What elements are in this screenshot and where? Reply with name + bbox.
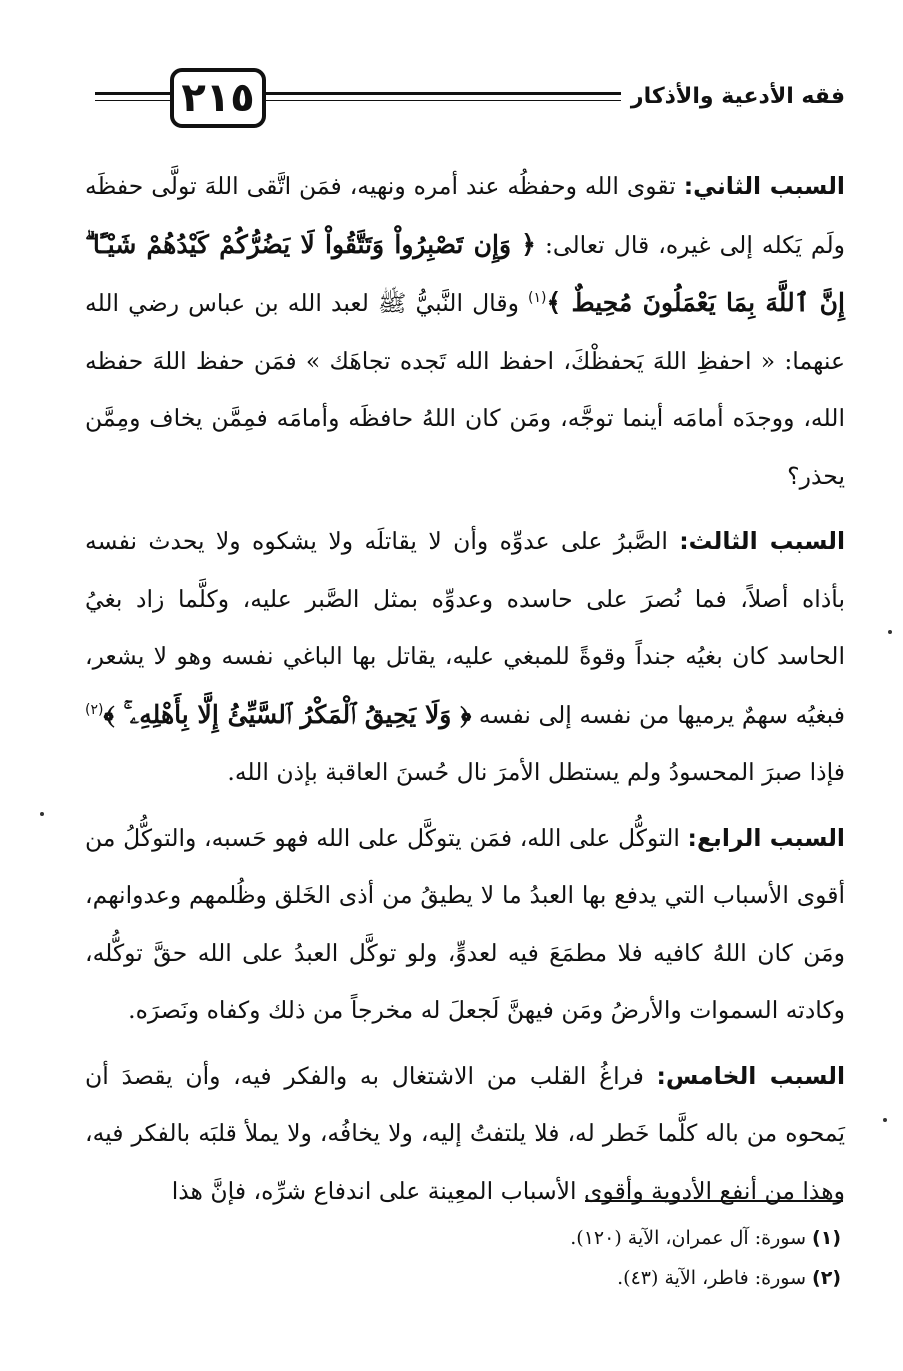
page-header — [95, 68, 845, 138]
paragraph-second-cause — [85, 158, 845, 505]
scan-speck — [888, 630, 892, 634]
footnote-item — [241, 1258, 841, 1298]
scan-speck — [883, 1118, 887, 1122]
quran-verse: ﴿ وَلَا يَحِيقُ ٱلْمَكْرُ ٱلسَّيِّئُ إِلَّا بِأَهْلِهِۦ ۚ ﴾ — [103, 699, 472, 729]
footnote-number: (١) — [812, 1227, 841, 1249]
footnote-item — [241, 1218, 841, 1258]
paragraph-lead: السبب الثاني: — [683, 172, 845, 200]
running-title: فقه الأدعية والأذكار — [621, 84, 845, 109]
page-number: ٢١٥ — [181, 75, 255, 121]
paragraph-fourth-cause — [85, 810, 845, 1040]
page-number-box — [170, 68, 266, 128]
quran-verse: ﴿ وَإِن تَصْبِرُواْ وَتَتَّقُواْ لَا يَضُرُّكُمْ كَيْدُهُمْ شَيْـًٔا ۗ إِنَّ ٱللَّهَ بِمَا يَعْمَلُونَ مُحِيطٌ ﴾ — [85, 229, 845, 317]
paragraph-text: الصَّبرُ على عدوِّه وأن لا يقاتلَه ولا يشكوه ولا يحدث نفسه بأذاه أصلاً، فما نُصرَ على حاسده وعدوِّه بمثل الصَّبر عليه، وكلَّما زاد بغيُ الحاسد كان بغيُه جنداً وقوةً للمبغي عليه، يقاتل بها الباغي نفسه وهو لا يشعر، فبغيُه سهمٌ يرميها من نفسه إلى نفسه — [85, 527, 845, 729]
paragraph-text: التوكُّل على الله، فمَن يتوكَّل على الله فهو حَسبه، والتوكُّلُ من أقوى الأسباب التي يدفع بها العبدُ ما لا يطيقُ من أذى الخَلق وظُلمهم وعدوانهم، ومَن كان اللهُ كافيه فلا مطمَعَ فيه لعدوٍّ، ولو توكَّل العبدُ على الله حقَّ توكُّله، وكادته السموات والأرضُ ومَن فيهنَّ لَجعلَ له مخرجاً من ذلك وكفاه ونَصرَه. — [85, 823, 845, 1024]
header-rule-left-top — [95, 92, 170, 95]
main-text — [85, 158, 845, 1220]
header-rule-left-bottom — [95, 100, 170, 101]
paragraph-lead: السبب الخامس: — [656, 1061, 845, 1090]
paragraph-text: فراغُ القلب من الاشتغال به والفكر فيه، وأن يقصدَ أن يَمحوه من باله كلَّما خَطر له، فلا يلتفتُ إليه، ولا يخافُه، ولا يملأ قلبَه بالفكر فيه، وهذا من أنفع الأدوية وأقوى الأسباب المعِينة على اندفاع شرِّه، فإنَّ هذا — [85, 1061, 845, 1205]
paragraph-text: تقوى الله وحفظُه عند أمره ونهيه، فمَن اتَّقى اللهَ تولَّى حفظَه ولَم يَكله إلى غيره، قال تعالى: — [85, 172, 845, 259]
footnote-number: (٢) — [812, 1267, 841, 1289]
scan-speck — [40, 812, 44, 816]
footnotes — [241, 1218, 841, 1298]
footnote-separator — [585, 1200, 843, 1202]
paragraph-text: فإذا صبرَ المحسودُ ولم يستطل الأمرَ نال حُسنَ العاقبة بإذن الله. — [227, 758, 845, 786]
paragraph-text: وقال النَّبيُّ ﷺ لعبد الله بن عباس رضي الله عنهما: « احفظِ اللهَ يَحفظْكَ، احفظ الله تَجده تجاهَك » فمَن حفظ اللهَ حفظه الله، ووجدَه أمامَه أينما توجَّه، ومَن كان اللهُ حافظَه وأمامَه فمِمَّن يخاف ومِمَّن يحذر؟ — [85, 289, 845, 490]
footnote-ref: (١) — [528, 290, 547, 307]
paragraph-third-cause — [85, 513, 845, 802]
footnote-ref: (٢) — [85, 701, 104, 718]
footnote-text: سورة: فاطر، الآية (٤٣). — [617, 1267, 807, 1289]
paragraph-lead: السبب الرابع: — [687, 823, 845, 852]
footnote-text: سورة: آل عمران، الآية (١٢٠). — [570, 1227, 807, 1249]
paragraph-fifth-cause — [85, 1048, 845, 1221]
paragraph-lead: السبب الثالث: — [679, 527, 846, 555]
